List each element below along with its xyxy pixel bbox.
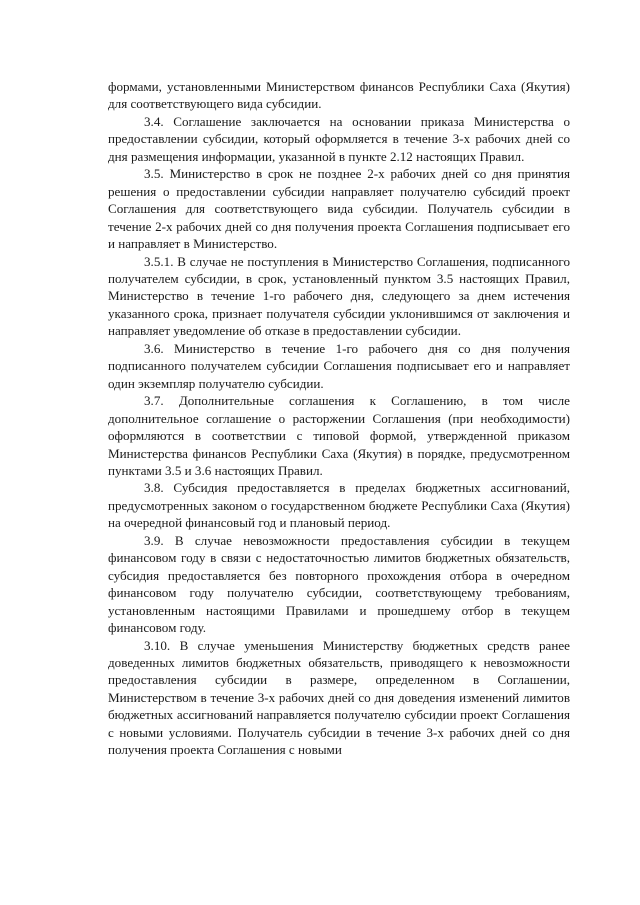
paragraph-3-8: 3.8. Субсидия предоставляется в пределах бюджетных ассигнований, предусмотренных законом о государственном бюджете Республики Саха (Якутия) на очередной финансовый год и плановый период.: [108, 480, 570, 531]
paragraph-3-5: 3.5. Министерство в срок не позднее 2-х рабочих дней со дня принятия решения о предоставлении субсидии направляет получателю субсидий проект Соглашения для соответствующего вида субсидии. Получатель субсидии в течение 2-х рабочих дней со дня получения проекта Соглашения подписывает его и направляет в Министерство.: [108, 166, 570, 252]
paragraph-3-9: 3.9. В случае невозможности предоставления субсидии в текущем финансовом году в связи с недостаточностью лимитов бюджетных обязательств, субсидия предоставляется без повторного прохождения отбора в очередном финансовом году получателю субсидии, соответствующему требованиям, установленным настоящими Правилами и прошедшему отбор в текущем финансовом году.: [108, 532, 570, 636]
paragraph-3-5-1: 3.5.1. В случае не поступления в Министерство Соглашения, подписанного получателем субсидии, в срок, установленный пунктом 3.5 настоящих Правил, Министерство в течение 1-го рабочего дня, следующего за днем истечения указанного срока, признает получателя субсидии уклонившимся от заключения и направляет уведомление об отказе в предоставлении субсидии.: [108, 253, 570, 339]
paragraph-continuation: формами, установленными Министерством финансов Республики Саха (Якутия) для соответствующего вида субсидии.: [108, 79, 570, 112]
document-body: [108, 78, 570, 759]
paragraph-3-10: 3.10. В случае уменьшения Министерству бюджетных средств ранее доведенных лимитов бюджетных обязательств, приводящего к невозможности предоставления субсидии в размере, определенном в Соглашении, Министерством в течение 3-х рабочих дней со дня доведения изменений лимитов бюджетных ассигнований направляется получателю субсидии проект Соглашения с новыми условиями. Получатель субсидии в течение 3-х рабочих дней со дня получения проекта Соглашения с новыми: [108, 637, 570, 758]
paragraph-3-7: 3.7. Дополнительные соглашения к Соглашению, в том числе дополнительное соглашение о расторжении Соглашения (при необходимости) оформляются в соответствии с типовой формой, утвержденной приказом Министерства финансов Республики Саха (Якутия) в порядке, предусмотренном пунктами 3.5 и 3.6 настоящих Правил.: [108, 393, 570, 478]
paragraph-3-4: 3.4. Соглашение заключается на основании приказа Министерства о предоставлении субсидии, который оформляется в течение 3-х рабочих дней со дня размещения информации, указанной в пункте 2.12 настоящих Правил.: [108, 113, 570, 164]
paragraph-3-6: 3.6. Министерство в течение 1-го рабочего дня со дня получения подписанного получателем субсидии Соглашения подписывает его и направляет один экземпляр получателю субсидии.: [108, 340, 570, 391]
